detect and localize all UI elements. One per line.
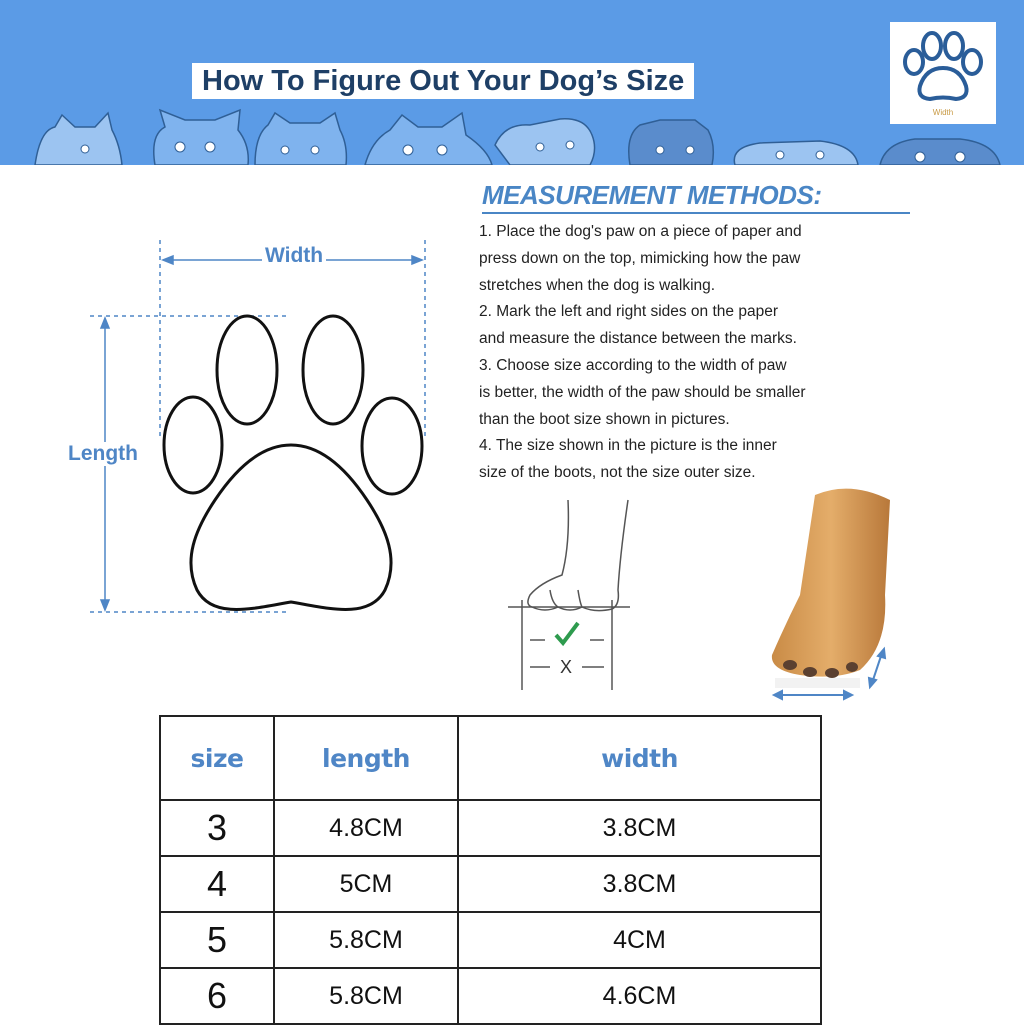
dog-leg-photo — [760, 475, 900, 710]
paw-measure-sketch — [500, 495, 640, 695]
length-cell: 5.8CM — [274, 912, 458, 968]
size-cell: 6 — [160, 968, 274, 1024]
methods-title: MEASUREMENT METHODS: — [482, 180, 822, 210]
instruction-line: 4. The size shown in the picture is the inner — [479, 437, 777, 455]
pet-faces-illustration — [0, 105, 1024, 165]
instruction-line: 3. Choose size according to the width of paw — [479, 356, 787, 374]
methods-divider — [482, 212, 910, 214]
methods-instructions — [479, 219, 879, 487]
length-label: Length — [65, 442, 141, 466]
table-row — [160, 968, 821, 1024]
length-cell: 4.8CM — [274, 800, 458, 856]
width-column-header: width — [458, 716, 821, 800]
instruction-line: size of the boots, not the size outer size. — [479, 464, 756, 482]
paw-logo-icon — [890, 22, 996, 108]
size-column-header: size — [160, 716, 274, 800]
width-cell: 3.8CM — [458, 800, 821, 856]
width-cell: 4CM — [458, 912, 821, 968]
width-cell: 4.6CM — [458, 968, 821, 1024]
logo-width-label: Width — [932, 108, 954, 117]
length-cell: 5CM — [274, 856, 458, 912]
size-cell: 3 — [160, 800, 274, 856]
table-row — [160, 856, 821, 912]
instruction-line: press down on the top, mimicking how the paw — [479, 249, 801, 267]
table-header-row — [160, 716, 821, 800]
size-cell: 4 — [160, 856, 274, 912]
size-chart-table — [159, 715, 822, 1025]
page-title: How To Figure Out Your Dog’s Size — [192, 63, 694, 99]
length-column-header: length — [274, 716, 458, 800]
dog-leg-image — [760, 475, 900, 710]
checkmark-icon — [556, 623, 578, 643]
table-row — [160, 912, 821, 968]
brand-logo — [890, 22, 996, 124]
width-label: Width — [262, 244, 326, 268]
instruction-line: 2. Mark the left and right sides on the paper — [479, 303, 778, 321]
size-cell: 5 — [160, 912, 274, 968]
paw-print-icon — [55, 230, 445, 630]
instruction-line: stretches when the dog is walking. — [479, 276, 716, 294]
instruction-line: and measure the distance between the marks. — [479, 330, 797, 348]
paw-measurement-diagram — [55, 230, 445, 630]
instruction-line: is better, the width of the paw should be smaller — [479, 383, 806, 401]
length-cell: 5.8CM — [274, 968, 458, 1024]
header-banner — [0, 0, 1024, 165]
instruction-line: than the boot size shown in pictures. — [479, 410, 730, 428]
instruction-line: 1. Place the dog's paw on a piece of paper and — [479, 223, 802, 240]
table-row — [160, 800, 821, 856]
width-cell: 3.8CM — [458, 856, 821, 912]
sketch-x-mark: X — [560, 657, 573, 677]
